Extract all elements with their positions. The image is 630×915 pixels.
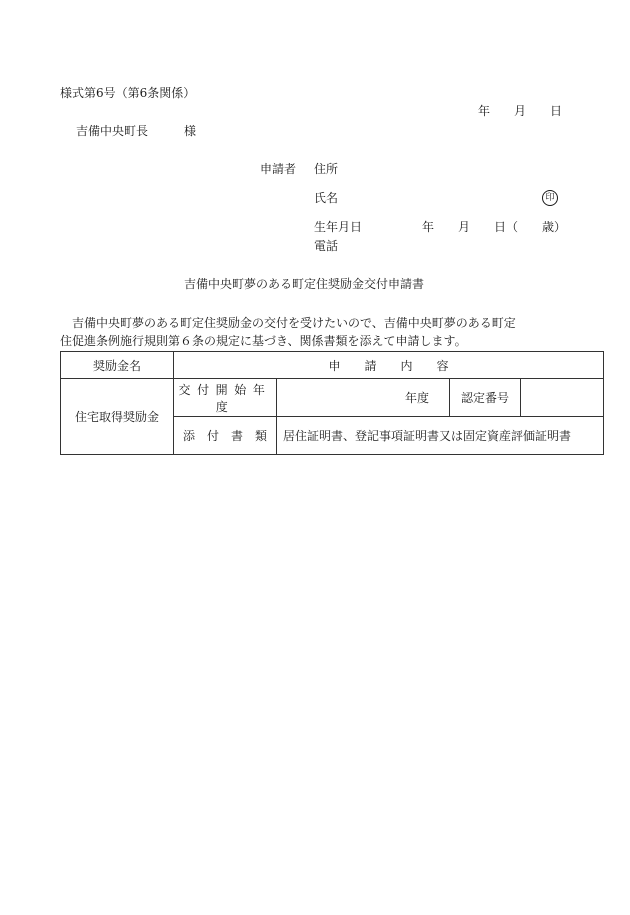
body-line-1: 吉備中央町夢のある町定住奨励金の交付を受けたいので、吉備中央町夢のある町定: [72, 316, 516, 330]
table-header-row: [61, 352, 604, 379]
header-application-content: 申 請 内 容: [174, 352, 604, 379]
attachments-value: 居住証明書、登記事項証明書又は固定資産評価証明書: [277, 417, 604, 455]
address-label: 住所: [314, 162, 339, 176]
body-text: [60, 314, 605, 350]
fiscal-year-unit: 年度: [404, 391, 429, 405]
incentive-name-cell: 住宅取得奨励金: [61, 379, 174, 455]
name-label: 氏名: [314, 191, 339, 205]
start-year-label: 交付開始年度: [174, 379, 277, 417]
cert-number-label: 認定番号: [450, 379, 521, 417]
start-year-field[interactable]: [277, 379, 450, 417]
applicant-label: 申請者: [260, 162, 297, 176]
cert-number-field[interactable]: [521, 379, 604, 417]
phone-label: 電話: [314, 239, 339, 253]
header-incentive-name: 奨励金名: [61, 352, 174, 379]
body-line-2: 住促進条例施行規則第６条の規定に基づき、関係書類を添えて申請します。: [60, 334, 467, 348]
attachments-label: 添 付 書 類: [174, 417, 277, 455]
date-line: 年 月 日: [478, 104, 563, 118]
birth-date-label: 生年月日: [314, 220, 363, 234]
form-number: 様式第6号（第6条関係）: [60, 86, 196, 100]
seal-mark: [542, 190, 558, 206]
seal-circle: 印: [542, 190, 558, 206]
table-row-start-year: [61, 379, 604, 417]
application-table: [60, 351, 604, 455]
document-title: 吉備中央町夢のある町定住奨励金交付申請書: [184, 277, 425, 291]
addressee: 吉備中央町長 様: [76, 124, 197, 138]
birth-date-fields: 年 月 日（ 歳）: [422, 220, 567, 234]
